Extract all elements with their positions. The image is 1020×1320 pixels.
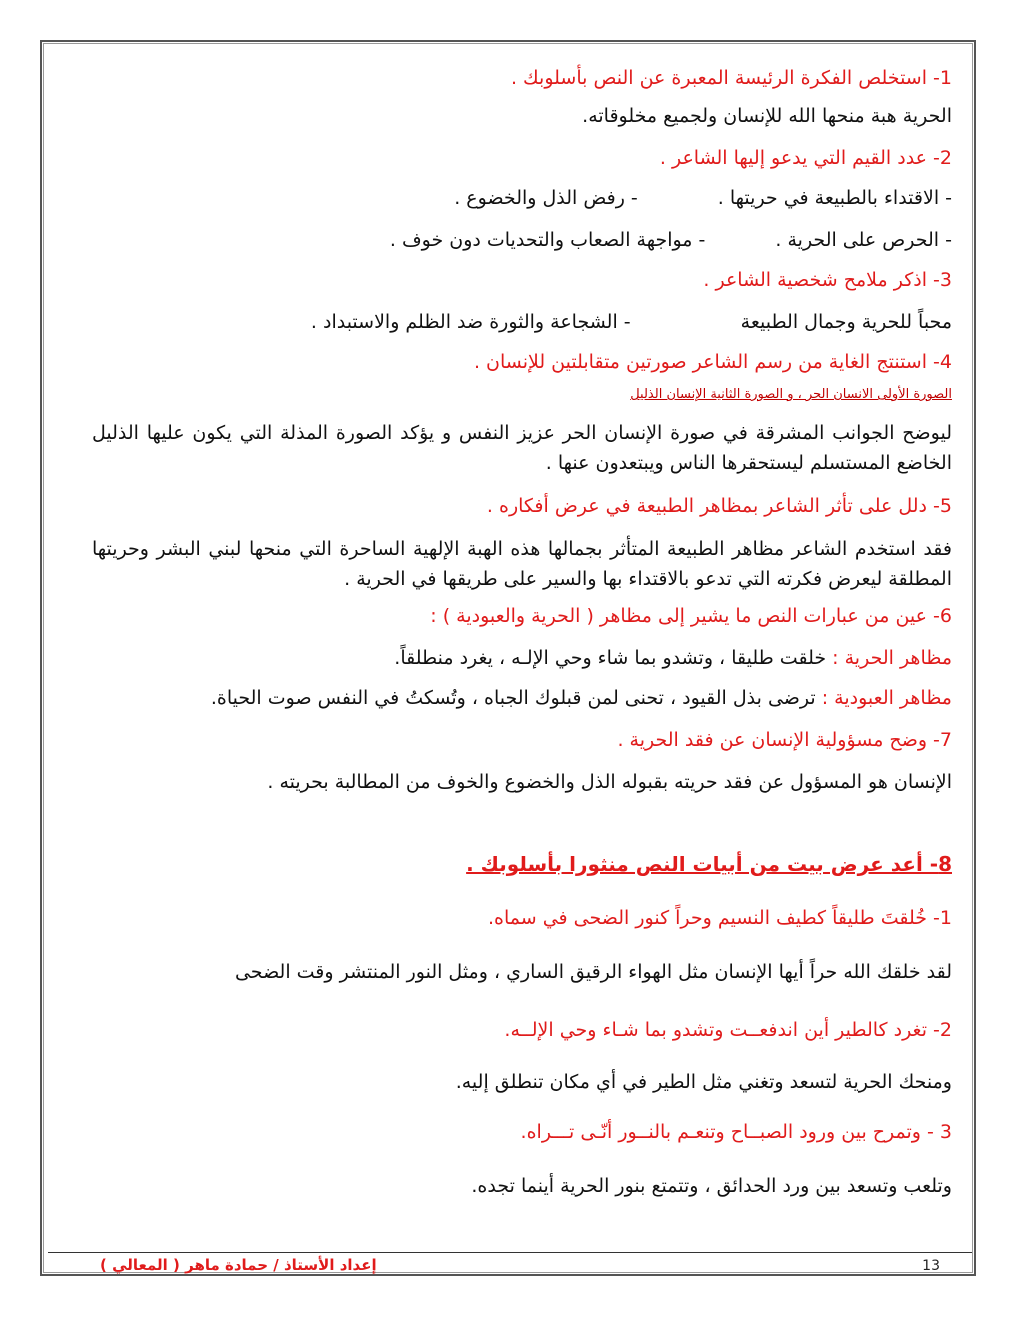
question-6: 6- عين من عبارات النص ما يشير إلى مظاهر ( الحرية والعبودية ) : (430, 605, 952, 627)
footer-divider (48, 1252, 972, 1253)
prose-3: وتلعب وتسعد بين ورد الحدائق ، وتتمتع بنور الحرية أينما تجده. (471, 1175, 952, 1197)
page-number: 13 (922, 1258, 940, 1274)
answer-7: الإنسان هو المسؤول عن فقد حريته بقبوله الذل والخضوع والخوف من المطالبة بحريته . (267, 771, 952, 793)
question-7: 7- وضح مسؤولية الإنسان عن فقد الحرية . (617, 729, 952, 751)
answer-6-slavery (211, 684, 952, 712)
verse-2: 2- تغرد كالطير أين اندفعــت وتشدو بما شـاء وحي الإلــه. (504, 1019, 952, 1041)
question-8-heading: 8- أعد عرض بيت من أبيات النص منثورا بأسلوبك . (466, 852, 952, 876)
prose-2: ومنحك الحرية لتسعد وتغني مثل الطير في أي مكان تنطلق إليه. (455, 1071, 952, 1093)
freedom-text: خلقت طليقا ، وتشدو بما شاء وحي الإلـه ، يغرد منطلقاً. (394, 647, 827, 669)
answer-3-item-2: - الشجاعة والثورة ضد الظلم والاستبداد . (310, 311, 631, 333)
question-2: 2- عدد القيم التي يدعو إليها الشاعر . (659, 147, 952, 169)
answer-2-row-1 (454, 184, 952, 212)
answer-2-item-3: - الحرص على الحرية . (775, 229, 952, 251)
freedom-label: مظاهر الحرية : (832, 647, 952, 669)
answer-2-row-2 (390, 226, 952, 254)
question-1: 1- استخلص الفكرة الرئيسة المعبرة عن النص بأسلوبك . (510, 67, 952, 89)
footer-author: إعداد الأستاذ / حمادة ماهر ( المعالي ) (100, 1256, 377, 1274)
verse-1: 1- خُلقتَ طليقاً كطيف النسيم وحراً كنور الضحى في سماه. (487, 907, 952, 929)
question-5: 5- دلل على تأثر الشاعر بمظاهر الطبيعة في عرض أفكاره . (486, 495, 952, 517)
verse-3: 3 - وتمرح بين ورود الصبــاح وتنعـم بالنــور أنّـى تـــراه. (520, 1121, 952, 1143)
answer-6-freedom (394, 644, 952, 672)
answer-2-item-1: - الاقتداء بالطبيعة في حريتها . (717, 187, 952, 209)
answer-1: الحرية هبة منحها الله للإنسان ولجميع مخلوقاته. (582, 105, 952, 127)
question-3: 3- اذكر ملامح شخصية الشاعر . (703, 269, 952, 291)
answer-3 (311, 308, 952, 336)
question-4: 4- استنتج الغاية من رسم الشاعر صورتين متقابلتين للإنسان . (473, 351, 952, 373)
answer-2-item-4: - مواجهة الصعاب والتحديات دون خوف . (389, 229, 706, 251)
answer-3-item-1: محباً للحرية وجمال الطبيعة (740, 311, 952, 333)
slavery-text: ترضى بذل القيود ، تحنى لمن قبلوك الجباه ، وتُسكتُ في النفس صوت الحياة. (210, 687, 816, 709)
answer-5: فقد استخدم الشاعر مظاهر الطبيعة المتأثر بجمالها هذه الهبة الإلهية الساحرة التي منحها لبني البشر وحريتها المطلقة ليعرض فكرته التي تدعو بالاقتداء بها والسير على طريقها في الحرية . (92, 538, 952, 590)
slavery-label: مظاهر العبودية : (821, 687, 952, 709)
note-4: الصورة الأولى الانسان الحر ، و الصورة الثانية الإنسان الذليل (630, 387, 952, 402)
answer-4: ليوضح الجوانب المشرقة في صورة الإنسان الحر عزيز النفس و يؤكد الصورة المذلة التي يكون عليها الذليل الخاضع المستسلم ليستحقرها الناس ويبتعدون عنها . (92, 422, 952, 474)
prose-1: لقد خلقك الله حراً أيها الإنسان مثل الهواء الرقيق الساري ، ومثل النور المنتشر وقت الضحى (234, 961, 952, 983)
answer-2-item-2: - رفض الذل والخضوع . (454, 187, 638, 209)
